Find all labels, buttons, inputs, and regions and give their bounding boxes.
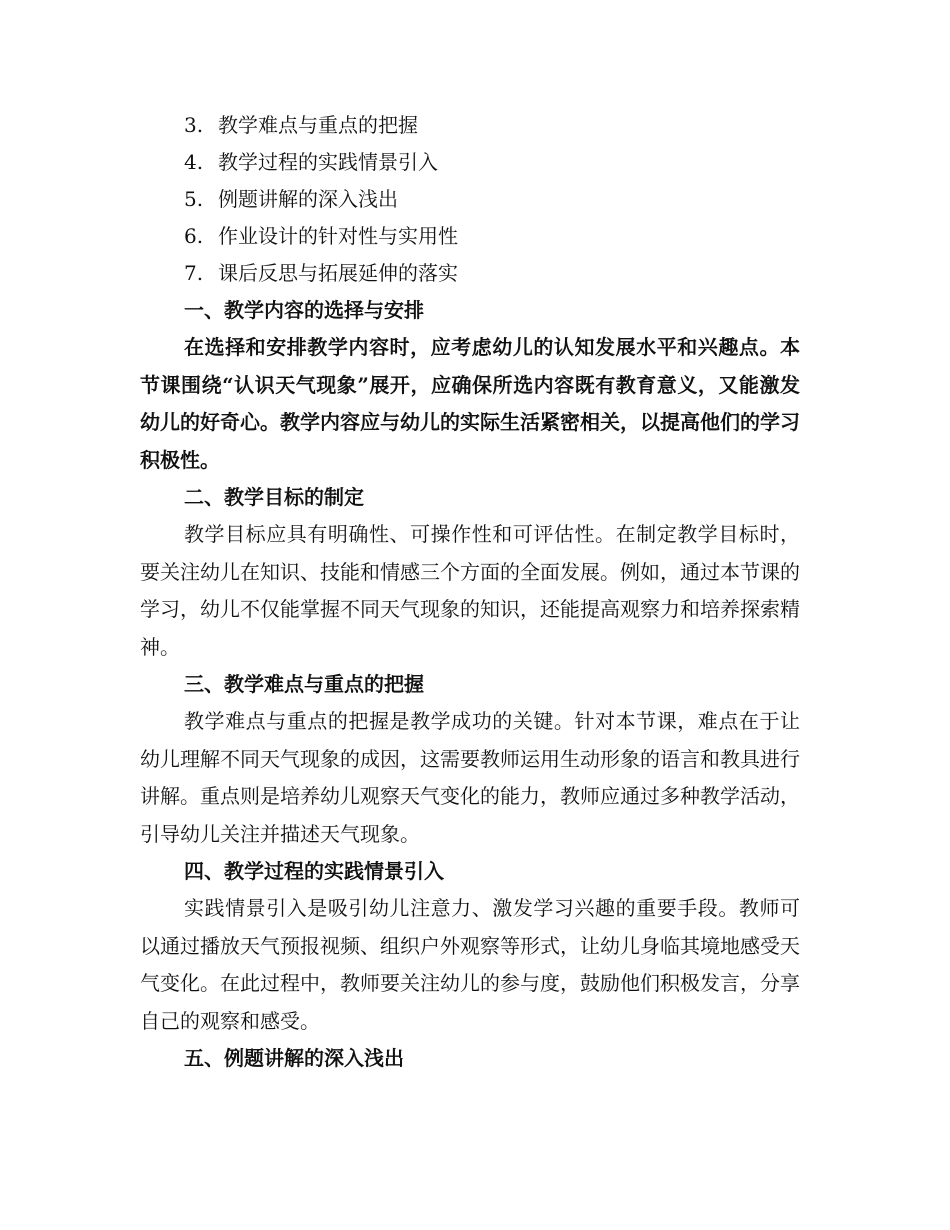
list-item-number: 5.	[184, 187, 204, 211]
list-item-text: 教学难点与重点的把握	[218, 113, 418, 137]
section-paragraph: 实践情景引入是吸引幼儿注意力、激发学习兴趣的重要手段。教师可以通过播放天气预报视频、组织户外观察等形式，让幼儿身临其境地感受天气变化。在此过程中，教师要关注幼儿的参与度，鼓励他们积极发言，分享自己的观察和感受。	[140, 896, 800, 1033]
section-heading: 四、教学过程的实践情景引入	[184, 859, 444, 883]
section-heading: 二、教学目标的制定	[184, 485, 364, 509]
list-item-text: 作业设计的针对性与实用性	[218, 224, 458, 248]
list-item-number: 3.	[184, 113, 204, 137]
section-paragraph: 教学目标应具有明确性、可操作性和可评估性。在制定教学目标时，要关注幼儿在知识、技能和情感三个方面的全面发展。例如，通过本节课的学习，幼儿不仅能掌握不同天气现象的知识，还能提高观察力和培养探索精神。	[140, 522, 800, 659]
section-heading: 三、教学难点与重点的把握	[184, 672, 424, 696]
list-item	[140, 218, 800, 255]
document-body	[140, 107, 800, 1077]
list-item	[140, 255, 800, 292]
list-item-number: 6.	[184, 224, 204, 248]
list-item-text: 课后反思与拓展延伸的落实	[218, 261, 458, 285]
list-item-text: 例题讲解的深入浅出	[218, 187, 398, 211]
section-heading: 五、例题讲解的深入浅出	[184, 1046, 404, 1070]
section-paragraph: 在选择和安排教学内容时，应考虑幼儿的认知发展水平和兴趣点。本节课围绕“认识天气现象”展开，应确保所选内容既有教育意义，又能激发幼儿的好奇心。教学内容应与幼儿的实际生活紧密相关，以提高他们的学习积极性。	[140, 335, 800, 472]
list-item	[140, 107, 800, 144]
section-heading: 一、教学内容的选择与安排	[184, 298, 424, 322]
list-item-number: 7.	[184, 261, 204, 285]
list-item-text: 教学过程的实践情景引入	[218, 150, 438, 174]
list-item	[140, 144, 800, 181]
list-item-number: 4.	[184, 150, 204, 174]
section-paragraph: 教学难点与重点的把握是教学成功的关键。针对本节课，难点在于让幼儿理解不同天气现象的成因，这需要教师运用生动形象的语言和教具进行讲解。重点则是培养幼儿观察天气变化的能力，教师应通过多种教学活动，引导幼儿关注并描述天气现象。	[140, 709, 800, 846]
list-item	[140, 181, 800, 218]
